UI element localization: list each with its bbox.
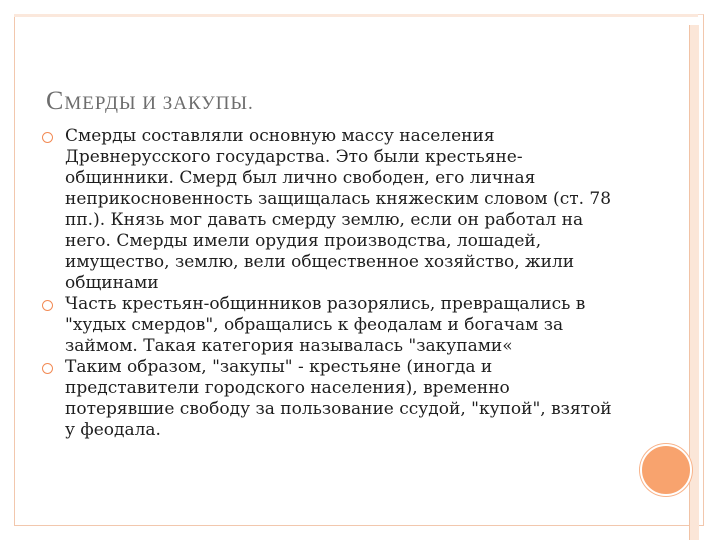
slide-title-first-letter: С bbox=[46, 86, 65, 115]
bullet-item bbox=[46, 294, 621, 357]
bullet-circle-icon bbox=[42, 132, 53, 143]
bullet-list bbox=[46, 126, 621, 441]
bullet-circle-icon bbox=[42, 363, 53, 374]
bullet-item bbox=[46, 357, 621, 441]
bullet-text: Таким образом, "закупы" - крестьяне (иногда и представители городского населения), временно потерявшие свободу за пользование ссудой, "купой", взятой у феодала. bbox=[65, 357, 612, 440]
bullet-circle-icon bbox=[42, 300, 53, 311]
bullet-item bbox=[46, 126, 621, 294]
slide-title-rest: МЕРДЫ И ЗАКУПЫ. bbox=[64, 93, 254, 114]
slide-top-band bbox=[14, 14, 698, 17]
decorative-circle bbox=[640, 444, 692, 496]
slide-title bbox=[46, 80, 254, 117]
bullet-text: Часть крестьян-общинников разорялись, превращались в "худых смердов", обращались к феодалам и богачам за займом. Такая категория называлась "закупами« bbox=[65, 294, 586, 356]
bullet-text: Смерды составляли основную массу населения Древнерусского государства. Это были крестьяне-общинники. Смерд был лично свободен, его личная неприкосновенность защищалась княжеским словом (ст. 78 пп.). Князь мог давать смерду землю, если он работал на него. Смерды имели орудия производства, лошадей, имущество, землю, вели общественное хозяйство, жили общинами bbox=[65, 126, 612, 293]
